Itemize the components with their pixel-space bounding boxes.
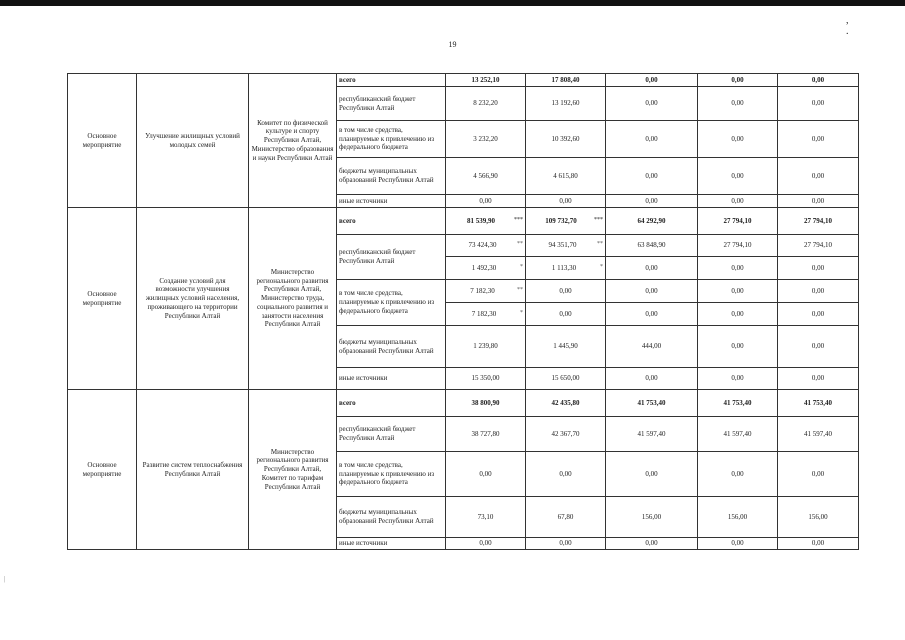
funding-source-label: иные источники: [337, 195, 446, 208]
amount-cell: [446, 74, 526, 87]
amount-value: 15 650,00: [551, 374, 580, 383]
amount-value: 0,00: [811, 309, 825, 318]
amount-value: 73 424,30: [468, 241, 497, 250]
amount-value: 64 292,90: [637, 216, 666, 225]
amount-value: 1 113,30: [551, 263, 577, 272]
amount-value: 0,00: [559, 196, 572, 205]
amount-value: 27 794,10: [804, 241, 832, 250]
amount-cell: [606, 121, 698, 158]
amount-value: 156,00: [808, 512, 828, 521]
amount-value: 0,00: [645, 134, 658, 143]
amount-value: 0,00: [731, 469, 744, 478]
funding-source-label: всего: [337, 390, 446, 417]
amount-cell: [606, 257, 698, 280]
amount-value: 0,00: [811, 99, 825, 108]
amount-value: 15 350,00: [471, 374, 500, 383]
amount-cell: [606, 452, 698, 497]
amount-cell: [446, 158, 526, 195]
amount-cell: [778, 280, 859, 303]
table-row: [68, 74, 859, 87]
amount-cell: [526, 497, 606, 538]
funding-source-label: в том числе средства, планируемые к привлечению из федерального бюджета: [337, 452, 446, 497]
amount-cell: [606, 158, 698, 195]
amount-cell: [446, 417, 526, 452]
funding-source-label: всего: [337, 74, 446, 87]
amount-cell: [606, 87, 698, 121]
amount-value: 0,00: [645, 309, 658, 318]
amount-value: 41 753,40: [723, 398, 752, 407]
amount-value: 7 182,30: [470, 286, 495, 295]
amount-cell: [526, 452, 606, 497]
amount-value: 41 753,40: [637, 398, 666, 407]
amount-cell: [526, 326, 606, 368]
page-number: 19: [448, 40, 457, 49]
amount-value: 81 539,90: [467, 216, 495, 225]
amount-cell: [698, 303, 778, 326]
amount-value: 0,00: [645, 99, 658, 108]
footnote-mark: **: [597, 241, 603, 248]
amount-value: 0,00: [811, 171, 825, 180]
amount-value: 0,00: [645, 469, 658, 478]
amount-cell: [526, 417, 606, 452]
amount-cell: [526, 158, 606, 195]
amount-cell: [446, 208, 526, 235]
amount-value: 0,00: [731, 309, 744, 318]
amount-value: 41 597,40: [804, 429, 832, 438]
amount-value: 0,00: [645, 263, 658, 272]
amount-cell: [446, 390, 526, 417]
amount-value: 0,00: [645, 171, 658, 180]
amount-value: 41 597,40: [637, 429, 666, 438]
amount-value: 0,00: [479, 539, 492, 548]
amount-cell: [778, 257, 859, 280]
amount-cell: [606, 538, 698, 550]
amount-value: 0,00: [731, 134, 744, 143]
funding-source-label: всего: [337, 208, 446, 235]
amount-value: 94 351,70: [548, 241, 577, 250]
amount-cell: [446, 257, 526, 280]
activity-name: Создание условий для возможности улучшения жилищных условий населения, проживающего на территории Республики Алтай: [137, 208, 249, 390]
amount-value: 0,00: [731, 342, 744, 351]
top-border: [0, 0, 905, 6]
amount-value: 73,10: [477, 512, 494, 521]
amount-cell: [778, 417, 859, 452]
amount-value: 156,00: [727, 512, 748, 521]
amount-cell: [778, 538, 859, 550]
amount-value: 13 252,10: [471, 75, 500, 84]
amount-cell: [778, 368, 859, 390]
amount-cell: [526, 538, 606, 550]
amount-cell: [446, 280, 526, 303]
amount-cell: [698, 326, 778, 368]
amount-cell: [526, 280, 606, 303]
footnote-mark: *: [520, 263, 523, 270]
amount-cell: [446, 303, 526, 326]
amount-value: 27 794,10: [804, 216, 832, 225]
amount-cell: [698, 538, 778, 550]
amount-value: 0,00: [645, 374, 658, 383]
amount-value: 0,00: [645, 75, 658, 84]
amount-cell: [606, 390, 698, 417]
amount-cell: [606, 326, 698, 368]
amount-value: 3 232,20: [473, 134, 498, 143]
amount-value: 13 192,60: [551, 99, 580, 108]
activity-name: Улучшение жилищных условий молодых семей: [137, 74, 249, 208]
amount-value: 41 753,40: [804, 398, 832, 407]
amount-value: 42 367,70: [551, 429, 580, 438]
amount-cell: [778, 158, 859, 195]
funding-table: [67, 73, 859, 550]
amount-cell: [446, 538, 526, 550]
amount-cell: [446, 195, 526, 208]
amount-cell: [778, 121, 859, 158]
funding-source-label: бюджеты муниципальных образований Республики Алтай: [337, 497, 446, 538]
amount-cell: [778, 326, 859, 368]
amount-cell: [606, 195, 698, 208]
amount-value: 27 794,10: [723, 216, 752, 225]
amount-cell: [606, 235, 698, 257]
amount-value: 27 794,10: [723, 241, 752, 250]
amount-cell: [526, 368, 606, 390]
amount-value: 0,00: [811, 469, 825, 478]
amount-cell: [446, 87, 526, 121]
amount-cell: [526, 87, 606, 121]
funding-source-label: иные источники: [337, 368, 446, 390]
amount-value: 17 808,40: [551, 75, 580, 84]
footnote-mark: ***: [514, 216, 523, 223]
amount-value: 109 732,70: [545, 216, 577, 225]
amount-value: 0,00: [811, 263, 825, 272]
amount-cell: [526, 195, 606, 208]
amount-cell: [778, 74, 859, 87]
amount-cell: [698, 368, 778, 390]
amount-cell: [526, 390, 606, 417]
amount-cell: [698, 452, 778, 497]
funding-source-label: в том числе средства, планируемые к привлечению из федерального бюджета: [337, 121, 446, 158]
amount-value: 0,00: [645, 286, 658, 295]
footnote-mark: **: [517, 241, 523, 248]
activity-executor: Министерство регионального развития Республики Алтай, Министерство труда, социального развития и занятости населения Республики Алтай: [249, 208, 337, 390]
amount-value: 0,00: [731, 196, 744, 205]
amount-cell: [606, 280, 698, 303]
footnote-mark: ***: [594, 216, 603, 223]
funding-source-label: бюджеты муниципальных образований Республики Алтай: [337, 326, 446, 368]
amount-cell: [698, 417, 778, 452]
amount-value: 67,80: [557, 512, 574, 521]
amount-value: 0,00: [811, 342, 825, 351]
amount-value: 1 239,80: [473, 342, 498, 351]
amount-cell: [778, 390, 859, 417]
amount-cell: [526, 303, 606, 326]
amount-cell: [446, 452, 526, 497]
funding-source-label: республиканский бюджет Республики Алтай: [337, 235, 446, 280]
amount-value: 63 848,90: [637, 241, 666, 250]
amount-value: 38 800,90: [471, 398, 500, 407]
amount-value: 0,00: [645, 196, 658, 205]
amount-value: 4 566,90: [473, 171, 498, 180]
footnote-mark: **: [517, 286, 523, 293]
amount-value: 156,00: [641, 512, 662, 521]
amount-value: 0,00: [811, 539, 825, 548]
amount-cell: [698, 195, 778, 208]
amount-cell: [778, 497, 859, 538]
amount-cell: [698, 497, 778, 538]
amount-cell: [526, 74, 606, 87]
amount-value: 0,00: [731, 171, 744, 180]
amount-value: 0,00: [559, 309, 572, 318]
amount-value: 0,00: [811, 286, 825, 295]
amount-cell: [778, 208, 859, 235]
amount-cell: [526, 235, 606, 257]
amount-cell: [698, 235, 778, 257]
funding-source-label: иные источники: [337, 538, 446, 550]
funding-source-label: республиканский бюджет Республики Алтай: [337, 87, 446, 121]
amount-value: 444,00: [641, 342, 662, 351]
amount-cell: [698, 280, 778, 303]
amount-cell: [606, 303, 698, 326]
amount-value: 0,00: [559, 539, 572, 548]
amount-cell: [526, 121, 606, 158]
amount-value: 10 392,60: [551, 134, 580, 143]
amount-value: 38 727,80: [471, 429, 500, 438]
amount-cell: [778, 452, 859, 497]
amount-value: 0,00: [811, 374, 825, 383]
amount-cell: [606, 417, 698, 452]
amount-cell: [606, 497, 698, 538]
amount-cell: [778, 303, 859, 326]
amount-cell: [446, 326, 526, 368]
amount-value: 0,00: [731, 263, 744, 272]
amount-cell: [446, 235, 526, 257]
amount-cell: [698, 87, 778, 121]
footnote-mark: *: [520, 309, 523, 316]
amount-value: 0,00: [731, 286, 744, 295]
amount-cell: [698, 208, 778, 235]
table-row: [68, 208, 859, 235]
activity-executor: Министерство регионального развития Республики Алтай, Комитет по тарифам Республики Алтай: [249, 390, 337, 550]
amount-cell: [778, 235, 859, 257]
amount-value: 0,00: [811, 196, 825, 205]
footnote-mark: *: [600, 263, 603, 270]
amount-value: 1 492,30: [471, 263, 497, 272]
amount-value: 4 615,80: [553, 171, 578, 180]
amount-value: 8 232,20: [473, 99, 498, 108]
amount-value: 7 182,30: [471, 309, 497, 318]
amount-cell: [526, 208, 606, 235]
table-row: [68, 390, 859, 417]
amount-value: 0,00: [559, 469, 572, 478]
scan-margin-mark: |: [4, 575, 6, 583]
amount-cell: [698, 390, 778, 417]
activity-name: Развитие систем теплоснабжения Республики Алтай: [137, 390, 249, 550]
amount-cell: [698, 74, 778, 87]
amount-cell: [446, 497, 526, 538]
page-marks: , .: [846, 15, 877, 37]
amount-value: 42 435,80: [551, 398, 580, 407]
amount-cell: [778, 87, 859, 121]
amount-cell: [698, 158, 778, 195]
funding-source-label: республиканский бюджет Республики Алтай: [337, 417, 446, 452]
amount-value: 0,00: [479, 196, 492, 205]
amount-cell: [446, 121, 526, 158]
activity-type: Основное мероприятие: [68, 390, 137, 550]
amount-value: 0,00: [645, 539, 658, 548]
amount-value: 41 597,40: [723, 429, 752, 438]
amount-value: 0,00: [731, 374, 744, 383]
amount-cell: [606, 208, 698, 235]
amount-cell: [446, 368, 526, 390]
amount-value: 0,00: [479, 469, 492, 478]
amount-value: 1 445,90: [553, 342, 578, 351]
amount-value: 0,00: [731, 99, 744, 108]
amount-value: 0,00: [559, 286, 572, 295]
amount-cell: [606, 368, 698, 390]
funding-source-label: бюджеты муниципальных образований Республики Алтай: [337, 158, 446, 195]
amount-value: 0,00: [731, 539, 744, 548]
amount-cell: [698, 257, 778, 280]
funding-source-label: в том числе средства, планируемые к привлечению из федерального бюджета: [337, 280, 446, 326]
amount-cell: [606, 74, 698, 87]
activity-type: Основное мероприятие: [68, 74, 137, 208]
activity-type: Основное мероприятие: [68, 208, 137, 390]
amount-value: 0,00: [811, 75, 825, 84]
activity-executor: Комитет по физической культуре и спорту Республики Алтай, Министерство образования и науки Республики Алтай: [249, 74, 337, 208]
amount-cell: [778, 195, 859, 208]
amount-value: 0,00: [811, 134, 825, 143]
amount-value: 0,00: [731, 75, 744, 84]
amount-cell: [698, 121, 778, 158]
amount-cell: [526, 257, 606, 280]
